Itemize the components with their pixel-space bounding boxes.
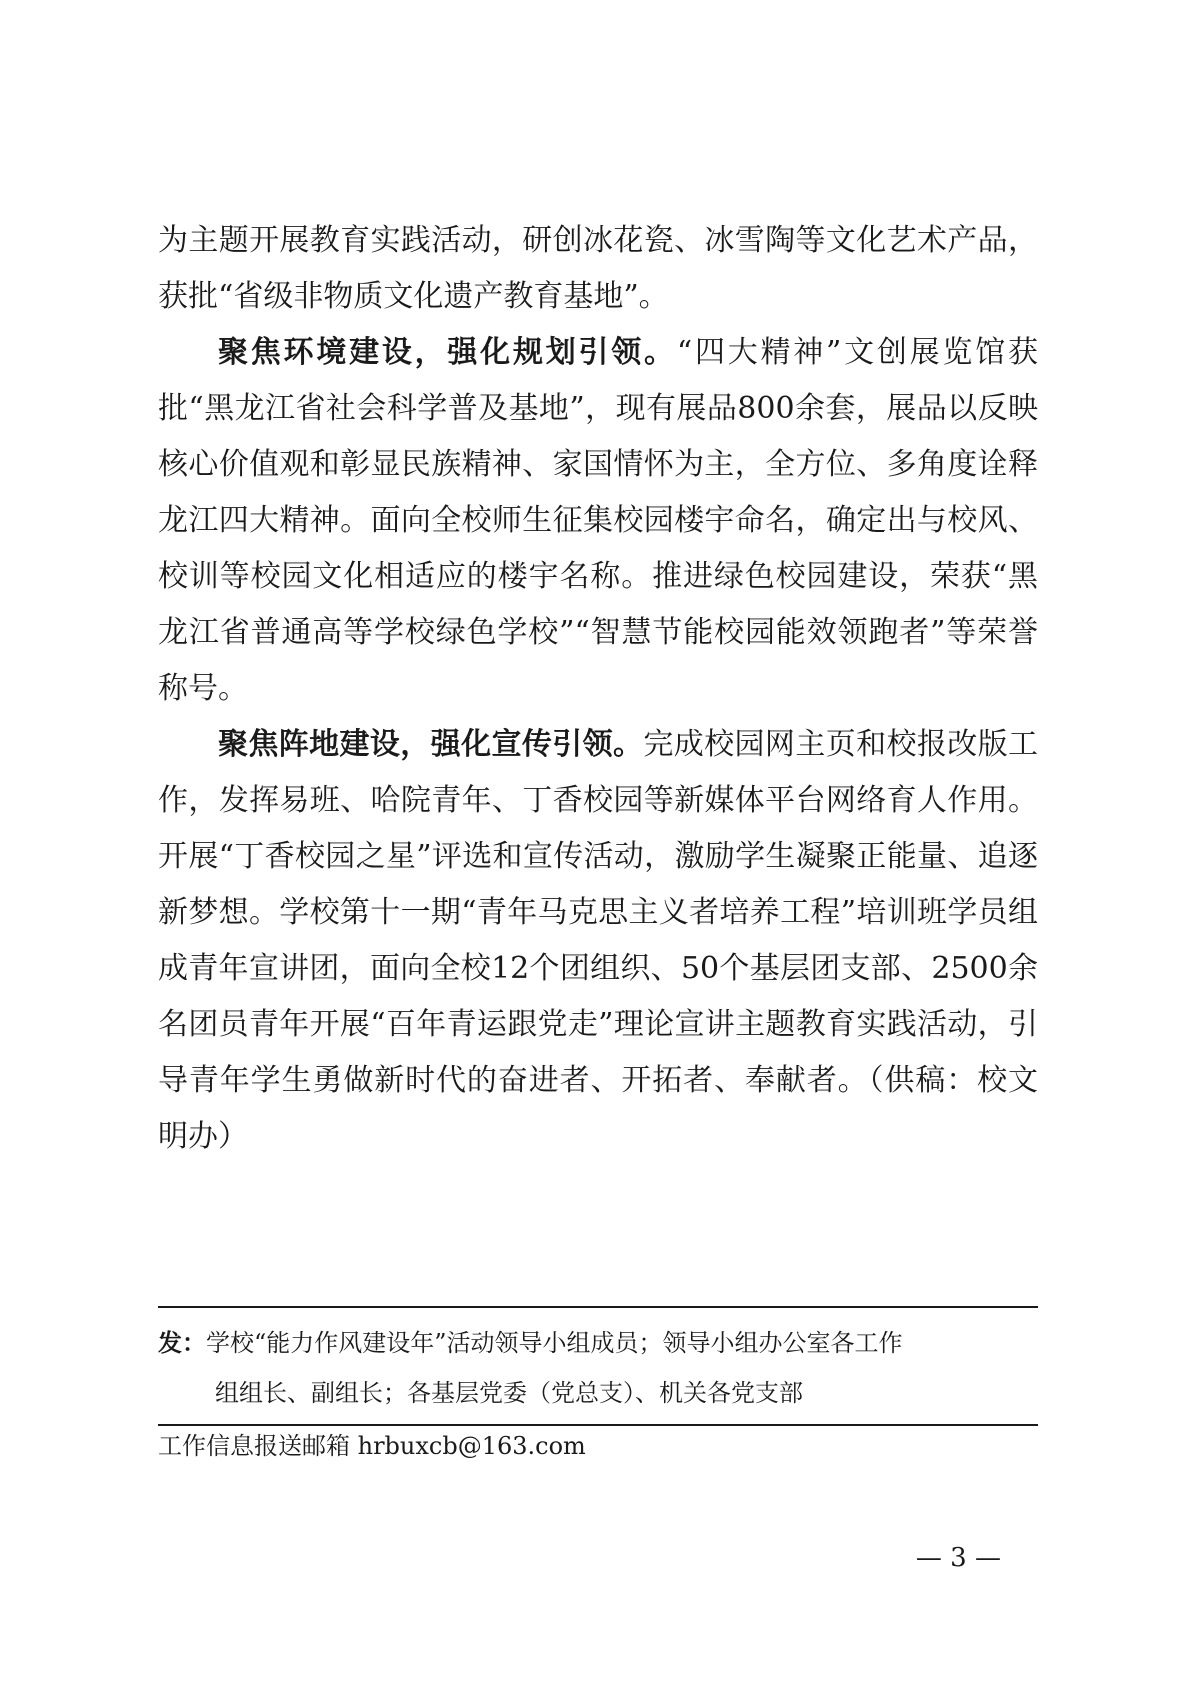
paragraph-environment <box>158 325 1038 717</box>
paragraph-heading: 聚焦环境建设，强化规划引领。 <box>218 335 677 370</box>
paragraph-heading: 聚焦阵地建设，强化宣传引领。 <box>218 727 644 762</box>
article-body <box>158 213 1038 1165</box>
distribution-line-2: 组组长、副组长；各基层党委（党总支）、机关各党支部 <box>215 1379 803 1407</box>
paragraph-continuation <box>158 213 1038 325</box>
paragraph-text: 完成校园网主页和校报改版工作，发挥易班、哈院青年、丁香校园等新媒体平台网络育人作用。开展“丁香校园之星”评选和宣传活动，激励学生凝聚正能量、追逐新梦想。学校第十一期“青年马克思主义者培养工程”培训班学员组成青年宣讲团，面向全校12个团组织、50个基层团支部、2500余名团员青年开展“百年青运跟党走”理论宣讲主题教育实践活动，引导青年学生勇做新时代的奋进者、开拓者、奉献者。（供稿：校文明办） <box>158 727 1039 1154</box>
paragraph-text: “四大精神”文创展览馆获批“黑龙江省社会科学普及基地”，现有展品800余套，展品以反映核心价值观和彰显民族精神、家国情怀为主，全方位、多角度诠释龙江四大精神。面向全校师生征集校园楼宇命名，确定出与校风、校训等校园文化相适应的楼宇名称。推进绿色校园建设，荣获“黑龙江省普通高等学校绿色学校”“智慧节能校园能效领跑者”等荣誉称号。 <box>158 335 1038 706</box>
distribution-text: 学校“能力作风建设年”活动领导小组成员；领导小组办公室各工作 <box>206 1329 903 1357</box>
page-number: — 3 — <box>915 1543 1001 1573</box>
email-info: 工作信息报送邮箱 hrbuxcb@163.com <box>158 1432 586 1460</box>
distribution-line-1 <box>158 1318 1038 1368</box>
paragraph-text: 为主题开展教育实践活动，研创冰花瓷、冰雪陶等文化艺术产品，获批“省级非物质文化遗产教育基地”。 <box>158 223 1038 314</box>
paragraph-publicity <box>158 717 1038 1165</box>
distribution-label: 发： <box>158 1328 206 1357</box>
distribution-list <box>158 1306 1038 1426</box>
